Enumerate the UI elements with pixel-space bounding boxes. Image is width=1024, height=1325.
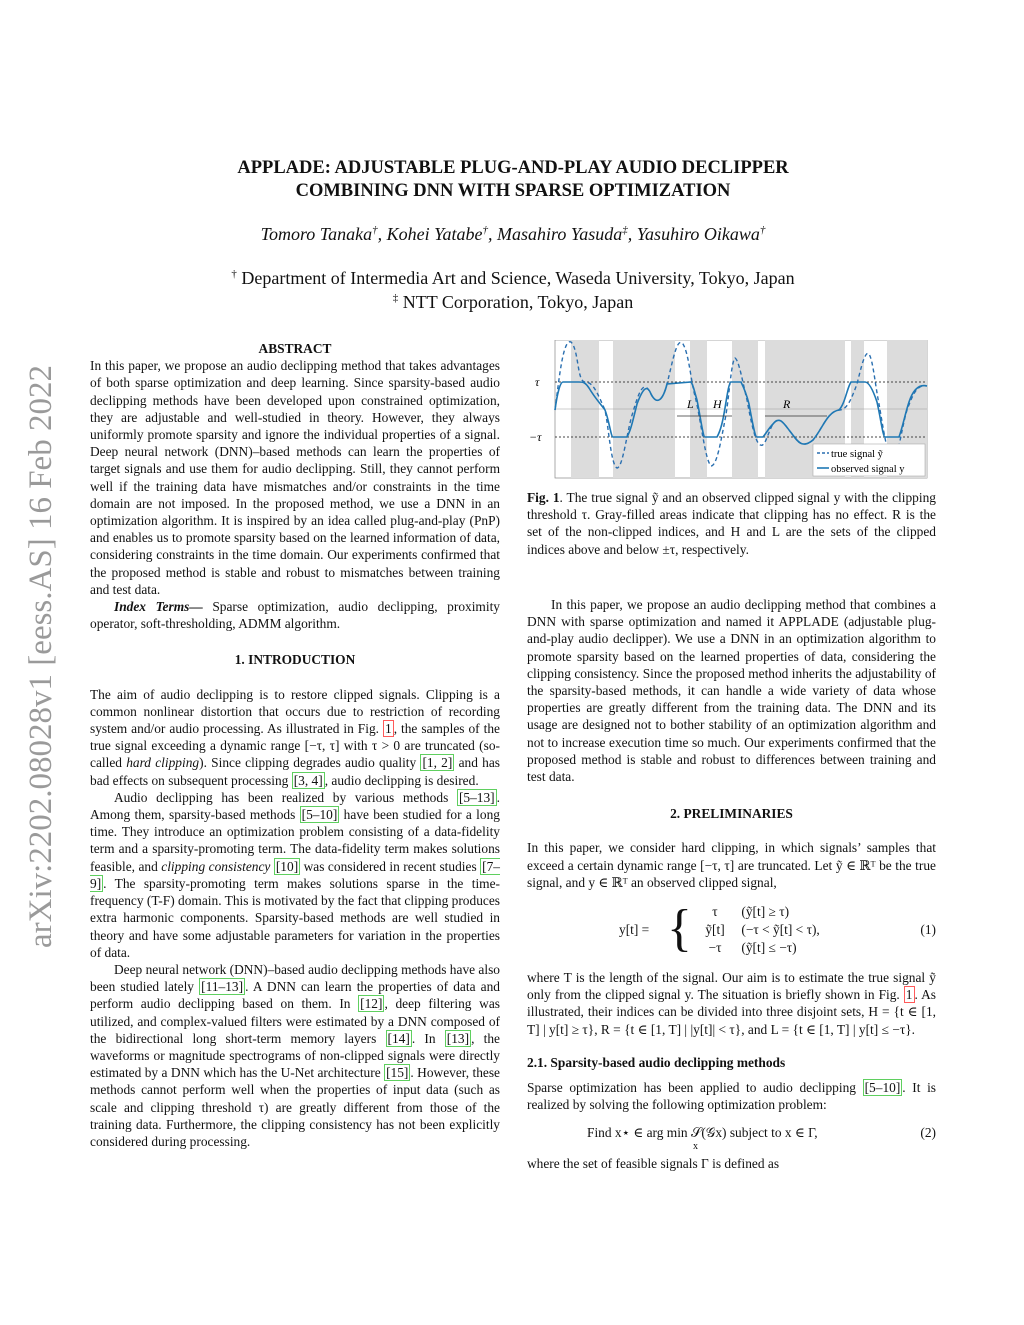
affiliation-text: NTT Corporation, Tokyo, Japan	[402, 292, 634, 312]
author-list: Tomoro Tanaka†, Kohei Yatabe†, Masahiro Yasuda‡, Yasuhiro Oikawa†	[260, 224, 766, 244]
eq2-subscript: x	[693, 1141, 698, 1153]
abstract-heading: ABSTRACT	[258, 341, 332, 356]
author-name: Kohei Yatabe	[386, 224, 483, 244]
affiliation-text: Department of Intermedia Art and Science, Waseda University, Tokyo, Japan	[241, 268, 795, 288]
citation-link[interactable]: [5–10]	[864, 1080, 901, 1096]
intro-paragraph-1: The aim of audio declipping is to restore clipped signals. Clipping is a common nonlinear distortion that occurs due to restriction of recording system and/or audio processing. As illustrated in Fig. 1 , the samples of the true signal exceeding a dynamic range [−τ, τ] with τ > 0 are truncated (so-called hard clipping). Since clipping degrades audio quality [1, 2] and has bad effects on subsequent processing [3, 4] , audio declipping is desired.	[90, 686, 500, 788]
index-terms	[90, 598, 500, 632]
citation-link[interactable]: [7–9]	[90, 858, 500, 891]
citation-link[interactable]: [12]	[360, 996, 383, 1012]
eq1-cases: τ (ỹ[t] ≥ τ) ỹ[t] (−τ < ỹ[t] < τ), −τ (ỹ[t] ≤ −τ)	[705, 904, 820, 956]
equation-1	[527, 901, 936, 961]
citation-link[interactable]: [11–13]	[201, 979, 244, 995]
intro-paragraph-3: Deep neural network (DNN)–based audio declipping methods have also been studied lately [11–13] . A DNN can learn the properties of data and perform audio declipping based on them. In [12] , deep filtering was utilized, and complex-valued filters were estimated by a DNN composed of the bidirectional long short-term memory layers [14] . In [13] , the waveforms or magnitude spectrograms of non-clipped signals were directly estimated by a DNN which has the U-Net architecture [15] . However, these methods cannot perform well when the properties of input data (such as scale and clipping threshold τ) are greatly different from those of the training data. Furthermore, the clipping consistency has not been explicitly considered during processing.	[90, 961, 500, 1149]
left-column	[90, 340, 500, 1150]
right-column	[527, 596, 936, 1173]
preliminaries-paragraph-2: where T is the length of the signal. Our aim is to estimate the true signal ỹ only from the clipped signal y. The situation is briefly shown in Fig. 1 . As illustrated, their indices can be divided into three disjoint sets, H = {t ∈ [1, T] | y[t] ≥ τ}, R = {t ∈ [1, T] | |y[t]| < τ}, and L = {t ∈ [1, T] | y[t] ≤ −τ}.	[527, 970, 936, 1037]
arxiv-stamp	[6, 345, 66, 950]
author-mark: †	[482, 224, 488, 236]
citation-link[interactable]: [13]	[446, 1030, 470, 1046]
abstract-text: In this paper, we propose an audio declipping method that takes advantages of both sparse optimization and deep learning. Since sparsity-based audio declipping methods have been developed upon constrained optimization, they are adjustable and well-studied in theory. However, they always uniformly promote sparsity and ignore the individual properties of a signal. Deep neural network (DNN)–based methods can learn the properties of target signals and use them for audio declipping. Still, they cannot perform well if the training data have mismatches and/or constraints in the time domain are not imposed. In the proposed method, we use a DNN in an optimization algorithm. It is inspired by an idea called plug-and-play (PnP) and enables us to promote sparsity based on the learned information of data, considering constraints in the time domain. Our experiments confirmed that the proposed method is stable and robust to mismatches between training and test data.	[90, 358, 500, 597]
figure-1	[527, 340, 936, 480]
eq1-number: (1)	[920, 922, 936, 938]
citation-link[interactable]: [5–10]	[301, 807, 338, 823]
affiliation	[90, 268, 936, 289]
legend-true-signal: true signal ỹ	[831, 449, 883, 460]
author-name: Tomoro Tanaka	[260, 224, 373, 244]
neg-tau-label: −τ	[529, 430, 542, 444]
preliminaries-paragraph-3: Sparse optimization has been applied to audio declipping [5–10] . It is realized by solving the following optimization problem:	[527, 1080, 936, 1113]
title-line-1: APPLADE: ADJUSTABLE PLUG-AND-PLAY AUDIO DECLIPPER	[237, 158, 789, 178]
tau-label: τ	[535, 375, 540, 389]
affiliation	[90, 292, 936, 313]
region-L-label: L	[687, 397, 694, 411]
author-name: Masahiro Yasuda	[497, 224, 623, 244]
affiliation-mark: ‡	[392, 292, 399, 304]
region-H-label: H	[713, 397, 722, 411]
citation-link[interactable]: [14]	[387, 1030, 410, 1046]
eq1-brace: {	[667, 900, 692, 958]
preliminaries-paragraph-1: In this paper, we consider hard clipping, in which signals’ samples that exceed a certain dynamic range [−τ, τ] are truncated. Let ỹ ∈ ℝᵀ be the true signal, and y ∈ ℝᵀ an observed clipped signal,	[527, 840, 936, 890]
author-mark: †	[759, 224, 766, 236]
citation-link[interactable]: [10]	[275, 858, 299, 874]
intro-heading: 1. INTRODUCTION	[234, 652, 356, 668]
proposal-paragraph: In this paper, we propose an audio declipping method that combines a DNN with sparse optimization and named it APPLADE (adjustable plug-and-play audio declipper). We use a DNN in an optimization algorithm to promote sparsity based on the learned properties of data, considering the clipping consistency. Since the proposed method inherits the adjustability of the sparsity-based methods, it can handle a wide variety of data whose properties are greatly different from the training data. The DNN and its usage are designed not to bother stability of an optimization algorithm and not to increase execution time so much. Our experiments confirmed that the proposed method is stable and robust to differences between training and test data.	[527, 597, 936, 785]
index-terms-text: Sparse optimization, audio declipping, proximity operator, soft-thresholding, ADMM algorithm.	[90, 599, 500, 632]
caption-text: . The true signal ỹ and an observed clipped signal y with the clipping threshold τ. Gray-filled areas indicate that clipping has no effect. R is the set of the non-clipped indices, and H and L are the sets of the clipped indices above and below ±τ, respectively.	[527, 490, 936, 557]
affiliation-mark: †	[231, 268, 237, 280]
preliminaries-paragraph-4: where the set of feasible signals Γ is defined as	[527, 1156, 780, 1172]
equation-2	[527, 1119, 936, 1153]
figure-ref-link[interactable]: 1	[384, 721, 392, 737]
subsection-heading: 2.1. Sparsity-based audio declipping methods	[527, 1054, 786, 1070]
caption-label: Fig. 1	[527, 490, 560, 505]
author-name: Yasuhiro Oikawa	[636, 224, 760, 244]
author-mark: ‡	[622, 224, 628, 236]
preliminaries-heading: 2. PRELIMINARIES	[670, 806, 793, 822]
paper-title	[90, 157, 936, 203]
index-terms-label: Index Terms—	[114, 599, 203, 615]
region-R-label: R	[783, 397, 791, 411]
figure-ref-link[interactable]: 1	[905, 987, 913, 1003]
citation-link[interactable]: [1, 2]	[422, 755, 453, 771]
title-line-2: COMBINING DNN WITH SPARSE OPTIMIZATION	[295, 181, 731, 201]
citation-link[interactable]: [3, 4]	[293, 772, 323, 788]
citation-link[interactable]: [5–13]	[458, 789, 495, 805]
citation-link[interactable]: [15]	[386, 1065, 409, 1081]
legend-observed-signal: observed signal y	[831, 464, 905, 475]
eq1-lhs: y[t] =	[619, 922, 650, 938]
figure-legend	[813, 444, 925, 476]
eq2-number: (2)	[920, 1125, 936, 1141]
arxiv-id: arXiv:2202.08028v1 [eess.AS] 16 Feb 2022	[23, 365, 59, 948]
intro-paragraph-2: Audio declipping has been realized by various methods [5–13] . Among them, sparsity-based methods [5–10] have been studied for a long time. They introduce an optimization problem consisting of a data-fidelity term and a sparsity-promoting term. The data-fidelity term makes solutions feasible, and clipping consistency [10] was considered in recent studies [7–9] . The sparsity-promoting term makes solutions sparse in the time-frequency (T-F) domain. This is motivated by the fact that clipping produces extra harmonic components. Sparsity-based methods are well studied in theory and have some adjustable parameters for variation in the properties of data.	[90, 789, 500, 960]
figure-caption	[527, 489, 936, 558]
eq2-body: Find x⋆ ∈ arg min 𝒮(𝒢x) subject to x ∈ Γ,	[587, 1125, 818, 1141]
author-mark: †	[372, 224, 378, 236]
